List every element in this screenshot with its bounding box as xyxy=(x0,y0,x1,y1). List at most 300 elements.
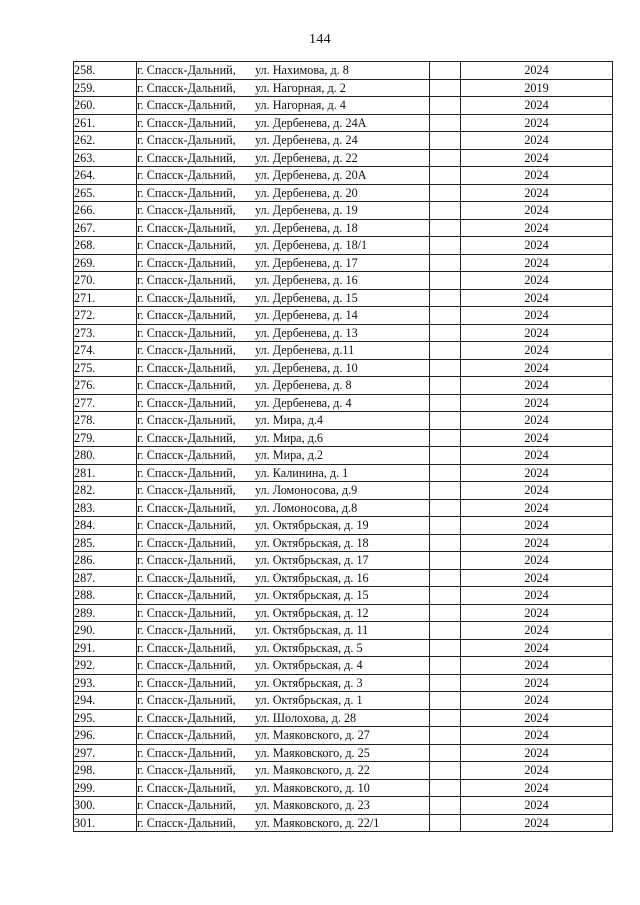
street-address: ул. Маяковского, д. 22 xyxy=(255,763,370,777)
empty-cell xyxy=(430,237,461,255)
address-cell xyxy=(137,307,430,325)
city-name: г. Спасск-Дальний, xyxy=(137,185,236,200)
empty-cell xyxy=(430,219,461,237)
row-number: 301. xyxy=(74,814,137,832)
city-name: г. Спасск-Дальний, xyxy=(137,290,236,305)
street-address: ул. Октябрьская, д. 17 xyxy=(255,553,369,567)
year-cell: 2024 xyxy=(461,149,613,167)
empty-cell xyxy=(430,779,461,797)
empty-cell xyxy=(430,97,461,115)
row-number: 280. xyxy=(74,447,137,465)
table-row xyxy=(74,429,613,447)
city-name: г. Спасск-Дальний, xyxy=(137,798,236,812)
street-address: ул. Октябрьская, д. 18 xyxy=(255,535,369,550)
row-number: 272. xyxy=(74,307,137,325)
empty-cell xyxy=(430,184,461,202)
table-row xyxy=(74,604,613,622)
table-row xyxy=(74,272,613,290)
street-address: ул. Нагорная, д. 4 xyxy=(255,98,346,112)
street-address: ул. Нахимова, д. 8 xyxy=(255,63,349,77)
year-cell: 2024 xyxy=(461,797,613,815)
empty-cell xyxy=(430,517,461,535)
empty-cell xyxy=(430,622,461,640)
empty-cell xyxy=(430,447,461,465)
row-number: 260. xyxy=(74,97,137,115)
address-cell xyxy=(137,114,430,132)
row-number: 265. xyxy=(74,184,137,202)
city-name: г. Спасск-Дальний, xyxy=(137,745,236,760)
address-cell xyxy=(137,97,430,115)
row-number: 282. xyxy=(74,482,137,500)
address-cell xyxy=(137,517,430,535)
address-cell xyxy=(137,272,430,290)
row-number: 279. xyxy=(74,429,137,447)
row-number: 283. xyxy=(74,499,137,517)
street-address: ул. Дербенева, д. 15 xyxy=(255,290,358,305)
street-address: ул. Дербенева, д. 20А xyxy=(255,168,367,182)
table-row xyxy=(74,727,613,745)
street-address: ул. Нагорная, д. 2 xyxy=(255,80,346,95)
city-name: г. Спасск-Дальний, xyxy=(137,238,236,252)
address-cell xyxy=(137,779,430,797)
address-cell xyxy=(137,569,430,587)
street-address: ул. Мира, д.6 xyxy=(255,430,324,445)
row-number: 288. xyxy=(74,587,137,605)
year-cell: 2024 xyxy=(461,254,613,272)
empty-cell xyxy=(430,412,461,430)
address-cell xyxy=(137,464,430,482)
city-name: г. Спасск-Дальний, xyxy=(137,728,236,742)
table-row xyxy=(74,394,613,412)
table-row xyxy=(74,132,613,150)
empty-cell xyxy=(430,429,461,447)
street-address: ул. Октябрьская, д. 19 xyxy=(255,518,369,532)
empty-cell xyxy=(430,482,461,500)
address-cell xyxy=(137,692,430,710)
table-row xyxy=(74,447,613,465)
address-cell xyxy=(137,499,430,517)
city-name: г. Спасск-Дальний, xyxy=(137,658,236,672)
empty-cell xyxy=(430,114,461,132)
street-address: ул. Октябрьская, д. 11 xyxy=(255,623,369,637)
street-address: ул. Дербенева, д. 22 xyxy=(255,150,358,165)
address-cell xyxy=(137,167,430,185)
year-cell: 2024 xyxy=(461,727,613,745)
city-name: г. Спасск-Дальний, xyxy=(137,465,236,480)
empty-cell xyxy=(430,692,461,710)
table-row xyxy=(74,289,613,307)
empty-cell xyxy=(430,254,461,272)
street-address: ул. Дербенева, д. 8 xyxy=(255,378,352,392)
year-cell: 2024 xyxy=(461,482,613,500)
address-cell xyxy=(137,709,430,727)
empty-cell xyxy=(430,797,461,815)
year-cell: 2024 xyxy=(461,359,613,377)
table-row xyxy=(74,307,613,325)
row-number: 276. xyxy=(74,377,137,395)
empty-cell xyxy=(430,657,461,675)
row-number: 298. xyxy=(74,762,137,780)
row-number: 285. xyxy=(74,534,137,552)
street-address: ул. Дербенева, д. 14 xyxy=(255,308,358,322)
street-address: ул. Калинина, д. 1 xyxy=(255,465,349,480)
address-cell xyxy=(137,674,430,692)
city-name: г. Спасск-Дальний, xyxy=(137,535,236,550)
table-row xyxy=(74,797,613,815)
city-name: г. Спасск-Дальний, xyxy=(137,168,236,182)
table-row xyxy=(74,814,613,832)
street-address: ул. Маяковского, д. 23 xyxy=(255,798,370,812)
street-address: ул. Дербенева, д. 4 xyxy=(255,395,352,410)
table-row xyxy=(74,517,613,535)
row-number: 296. xyxy=(74,727,137,745)
empty-cell xyxy=(430,762,461,780)
city-name: г. Спасск-Дальний, xyxy=(137,360,236,375)
row-number: 274. xyxy=(74,342,137,360)
year-cell: 2024 xyxy=(461,324,613,342)
row-number: 297. xyxy=(74,744,137,762)
row-number: 273. xyxy=(74,324,137,342)
year-cell: 2024 xyxy=(461,412,613,430)
address-cell xyxy=(137,62,430,80)
year-cell: 2024 xyxy=(461,587,613,605)
city-name: г. Спасск-Дальний, xyxy=(137,80,236,95)
street-address: ул. Маяковского, д. 25 xyxy=(255,745,370,760)
year-cell: 2024 xyxy=(461,552,613,570)
row-number: 284. xyxy=(74,517,137,535)
table-row xyxy=(74,709,613,727)
year-cell: 2024 xyxy=(461,394,613,412)
empty-cell xyxy=(430,79,461,97)
empty-cell xyxy=(430,289,461,307)
row-number: 275. xyxy=(74,359,137,377)
year-cell: 2024 xyxy=(461,622,613,640)
row-number: 261. xyxy=(74,114,137,132)
address-cell xyxy=(137,657,430,675)
address-cell xyxy=(137,727,430,745)
address-cell xyxy=(137,447,430,465)
empty-cell xyxy=(430,272,461,290)
empty-cell xyxy=(430,552,461,570)
table-row xyxy=(74,464,613,482)
address-cell xyxy=(137,79,430,97)
row-number: 268. xyxy=(74,237,137,255)
city-name: г. Спасск-Дальний, xyxy=(137,710,236,725)
row-number: 259. xyxy=(74,79,137,97)
year-cell: 2024 xyxy=(461,447,613,465)
empty-cell xyxy=(430,167,461,185)
table-row xyxy=(74,114,613,132)
city-name: г. Спасск-Дальний, xyxy=(137,430,236,445)
table-row xyxy=(74,97,613,115)
table-row xyxy=(74,342,613,360)
year-cell: 2024 xyxy=(461,167,613,185)
table-row xyxy=(74,149,613,167)
city-name: г. Спасск-Дальний, xyxy=(137,98,236,112)
street-address: ул. Дербенева, д.11 xyxy=(255,343,355,357)
address-table xyxy=(73,61,613,832)
year-cell: 2024 xyxy=(461,97,613,115)
empty-cell xyxy=(430,639,461,657)
table-row xyxy=(74,657,613,675)
street-address: ул. Дербенева, д. 10 xyxy=(255,360,358,375)
city-name: г. Спасск-Дальний, xyxy=(137,780,236,795)
empty-cell xyxy=(430,62,461,80)
year-cell: 2024 xyxy=(461,272,613,290)
city-name: г. Спасск-Дальний, xyxy=(137,588,236,602)
city-name: г. Спасск-Дальний, xyxy=(137,518,236,532)
street-address: ул. Октябрьская, д. 12 xyxy=(255,605,369,620)
year-cell: 2024 xyxy=(461,674,613,692)
table-row xyxy=(74,359,613,377)
empty-cell xyxy=(430,394,461,412)
city-name: г. Спасск-Дальний, xyxy=(137,570,236,585)
city-name: г. Спасск-Дальний, xyxy=(137,133,236,147)
empty-cell xyxy=(430,727,461,745)
address-cell xyxy=(137,482,430,500)
year-cell: 2024 xyxy=(461,219,613,237)
street-address: ул. Октябрьская, д. 16 xyxy=(255,570,369,585)
city-name: г. Спасск-Дальний, xyxy=(137,220,236,235)
row-number: 277. xyxy=(74,394,137,412)
year-cell: 2024 xyxy=(461,569,613,587)
city-name: г. Спасск-Дальний, xyxy=(137,308,236,322)
city-name: г. Спасск-Дальний, xyxy=(137,343,236,357)
year-cell: 2024 xyxy=(461,604,613,622)
address-cell xyxy=(137,132,430,150)
empty-cell xyxy=(430,534,461,552)
empty-cell xyxy=(430,324,461,342)
row-number: 292. xyxy=(74,657,137,675)
year-cell: 2024 xyxy=(461,342,613,360)
row-number: 291. xyxy=(74,639,137,657)
empty-cell xyxy=(430,587,461,605)
year-cell: 2024 xyxy=(461,499,613,517)
address-cell xyxy=(137,412,430,430)
empty-cell xyxy=(430,499,461,517)
table-row xyxy=(74,62,613,80)
table-row xyxy=(74,202,613,220)
year-cell: 2024 xyxy=(461,184,613,202)
year-cell: 2024 xyxy=(461,289,613,307)
city-name: г. Спасск-Дальний, xyxy=(137,553,236,567)
row-number: 269. xyxy=(74,254,137,272)
year-cell: 2024 xyxy=(461,202,613,220)
table-row xyxy=(74,744,613,762)
year-cell: 2024 xyxy=(461,517,613,535)
year-cell: 2024 xyxy=(461,307,613,325)
street-address: ул. Октябрьская, д. 3 xyxy=(255,675,363,690)
empty-cell xyxy=(430,709,461,727)
address-cell xyxy=(137,534,430,552)
street-address: ул. Мира, д.4 xyxy=(255,413,324,427)
row-number: 263. xyxy=(74,149,137,167)
city-name: г. Спасск-Дальний, xyxy=(137,483,236,497)
table-row xyxy=(74,254,613,272)
empty-cell xyxy=(430,307,461,325)
row-number: 258. xyxy=(74,62,137,80)
table-row xyxy=(74,552,613,570)
street-address: ул. Дербенева, д. 13 xyxy=(255,325,358,340)
table-row xyxy=(74,779,613,797)
address-cell xyxy=(137,149,430,167)
row-number: 299. xyxy=(74,779,137,797)
city-name: г. Спасск-Дальний, xyxy=(137,63,236,77)
city-name: г. Спасск-Дальний, xyxy=(137,273,236,287)
row-number: 294. xyxy=(74,692,137,710)
address-table-body xyxy=(74,62,613,832)
table-row xyxy=(74,534,613,552)
city-name: г. Спасск-Дальний, xyxy=(137,325,236,340)
street-address: ул. Дербенева, д. 20 xyxy=(255,185,358,200)
row-number: 281. xyxy=(74,464,137,482)
address-cell xyxy=(137,202,430,220)
row-number: 271. xyxy=(74,289,137,307)
year-cell: 2024 xyxy=(461,534,613,552)
table-row xyxy=(74,587,613,605)
address-cell xyxy=(137,622,430,640)
address-cell xyxy=(137,552,430,570)
street-address: ул. Мира, д.2 xyxy=(255,448,324,462)
address-cell xyxy=(137,762,430,780)
table-row xyxy=(74,412,613,430)
street-address: ул. Октябрьская, д. 1 xyxy=(255,693,363,707)
street-address: ул. Октябрьская, д. 4 xyxy=(255,658,363,672)
row-number: 267. xyxy=(74,219,137,237)
address-cell xyxy=(137,289,430,307)
street-address: ул. Ломоносова, д.9 xyxy=(255,483,358,497)
city-name: г. Спасск-Дальний, xyxy=(137,150,236,165)
city-name: г. Спасск-Дальний, xyxy=(137,413,236,427)
row-number: 270. xyxy=(74,272,137,290)
row-number: 278. xyxy=(74,412,137,430)
street-address: ул. Дербенева, д. 16 xyxy=(255,273,358,287)
city-name: г. Спасск-Дальний, xyxy=(137,448,236,462)
address-cell xyxy=(137,359,430,377)
year-cell: 2024 xyxy=(461,814,613,832)
table-row xyxy=(74,639,613,657)
table-row xyxy=(74,762,613,780)
row-number: 286. xyxy=(74,552,137,570)
year-cell: 2024 xyxy=(461,237,613,255)
year-cell: 2024 xyxy=(461,744,613,762)
empty-cell xyxy=(430,377,461,395)
address-cell xyxy=(137,184,430,202)
city-name: г. Спасск-Дальний, xyxy=(137,815,236,830)
year-cell: 2024 xyxy=(461,464,613,482)
address-cell xyxy=(137,797,430,815)
street-address: ул. Маяковского, д. 22/1 xyxy=(255,815,380,830)
city-name: г. Спасск-Дальний, xyxy=(137,395,236,410)
address-cell xyxy=(137,587,430,605)
table-row xyxy=(74,377,613,395)
street-address: ул. Маяковского, д. 10 xyxy=(255,780,370,795)
table-row xyxy=(74,482,613,500)
empty-cell xyxy=(430,149,461,167)
row-number: 300. xyxy=(74,797,137,815)
row-number: 293. xyxy=(74,674,137,692)
year-cell: 2024 xyxy=(461,377,613,395)
table-row xyxy=(74,79,613,97)
row-number: 287. xyxy=(74,569,137,587)
city-name: г. Спасск-Дальний, xyxy=(137,500,236,515)
address-cell xyxy=(137,324,430,342)
address-cell xyxy=(137,377,430,395)
year-cell: 2024 xyxy=(461,132,613,150)
street-address: ул. Дербенева, д. 18 xyxy=(255,220,358,235)
year-cell: 2024 xyxy=(461,762,613,780)
row-number: 264. xyxy=(74,167,137,185)
table-row xyxy=(74,499,613,517)
year-cell: 2024 xyxy=(461,709,613,727)
city-name: г. Спасск-Дальний, xyxy=(137,623,236,637)
city-name: г. Спасск-Дальний, xyxy=(137,675,236,690)
address-cell xyxy=(137,254,430,272)
address-cell xyxy=(137,342,430,360)
table-row xyxy=(74,237,613,255)
table-row xyxy=(74,324,613,342)
empty-cell xyxy=(430,132,461,150)
street-address: ул. Октябрьская, д. 5 xyxy=(255,640,363,655)
year-cell: 2024 xyxy=(461,779,613,797)
year-cell: 2019 xyxy=(461,79,613,97)
address-cell xyxy=(137,429,430,447)
street-address: ул. Дербенева, д. 24 xyxy=(255,133,358,147)
empty-cell xyxy=(430,814,461,832)
address-cell xyxy=(137,604,430,622)
address-cell xyxy=(137,237,430,255)
city-name: г. Спасск-Дальний, xyxy=(137,763,236,777)
empty-cell xyxy=(430,569,461,587)
table-row xyxy=(74,219,613,237)
table-row xyxy=(74,569,613,587)
row-number: 289. xyxy=(74,604,137,622)
street-address: ул. Ломоносова, д.8 xyxy=(255,500,358,515)
street-address: ул. Октябрьская, д. 15 xyxy=(255,588,369,602)
table-row xyxy=(74,622,613,640)
empty-cell xyxy=(430,342,461,360)
year-cell: 2024 xyxy=(461,429,613,447)
city-name: г. Спасск-Дальний, xyxy=(137,115,236,130)
street-address: ул. Дербенева, д. 19 xyxy=(255,203,358,217)
address-cell xyxy=(137,744,430,762)
street-address: ул. Шолохова, д. 28 xyxy=(255,710,357,725)
year-cell: 2024 xyxy=(461,692,613,710)
city-name: г. Спасск-Дальний, xyxy=(137,640,236,655)
empty-cell xyxy=(430,359,461,377)
row-number: 295. xyxy=(74,709,137,727)
empty-cell xyxy=(430,604,461,622)
empty-cell xyxy=(430,674,461,692)
street-address: ул. Дербенева, д. 17 xyxy=(255,255,358,270)
year-cell: 2024 xyxy=(461,114,613,132)
row-number: 266. xyxy=(74,202,137,220)
city-name: г. Спасск-Дальний, xyxy=(137,605,236,620)
empty-cell xyxy=(430,202,461,220)
address-cell xyxy=(137,639,430,657)
street-address: ул. Дербенева, д. 24А xyxy=(255,115,367,130)
address-cell xyxy=(137,219,430,237)
city-name: г. Спасск-Дальний, xyxy=(137,255,236,270)
table-row xyxy=(74,167,613,185)
empty-cell xyxy=(430,744,461,762)
table-row xyxy=(74,674,613,692)
year-cell: 2024 xyxy=(461,62,613,80)
city-name: г. Спасск-Дальний, xyxy=(137,203,236,217)
row-number: 262. xyxy=(74,132,137,150)
page-number: 144 xyxy=(309,32,331,47)
table-row xyxy=(74,184,613,202)
